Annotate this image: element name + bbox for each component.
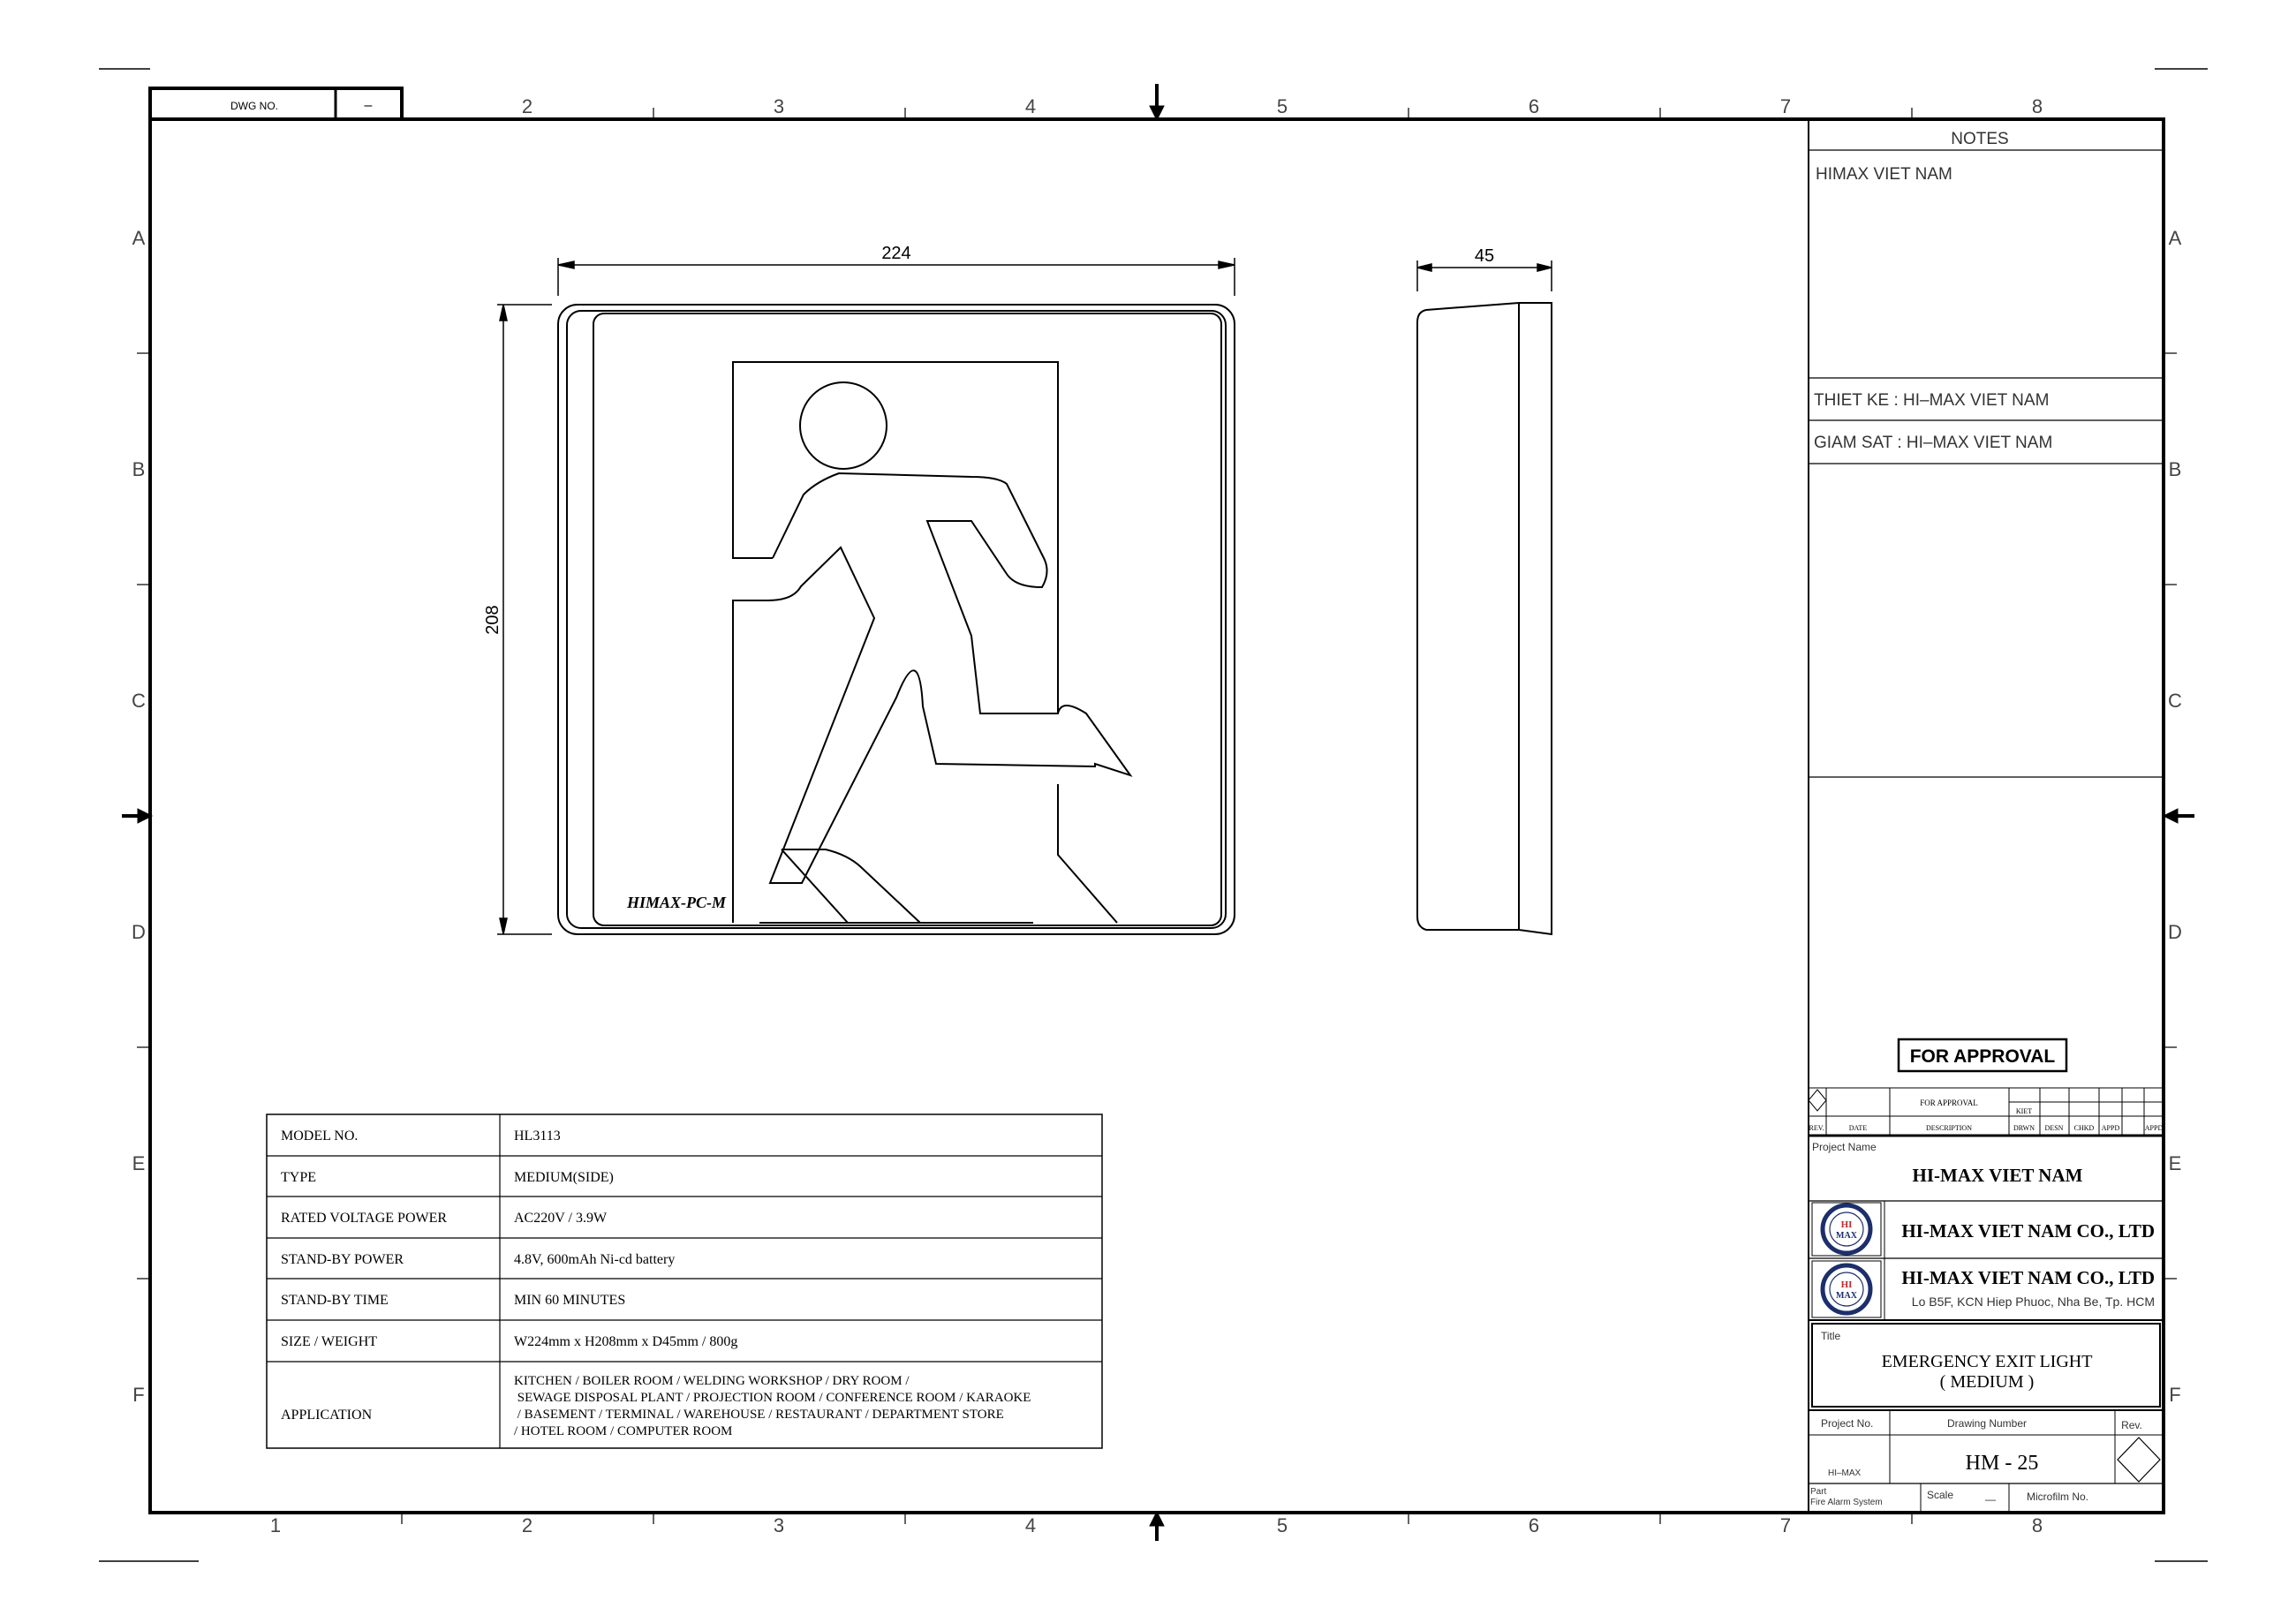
spec-value: AC220V / 3.9W: [514, 1211, 608, 1226]
part-value: Fire Alarm System: [1810, 1498, 1883, 1507]
grid-letter: C: [132, 690, 146, 712]
grid-numbers-top: [522, 95, 2043, 117]
model-marking: HIMAX-PC-M: [627, 894, 727, 911]
spec-label: SIZE / WEIGHT: [281, 1334, 378, 1349]
drawing-number-label: Drawing Number: [1946, 1417, 2028, 1430]
rev-header: REV.: [1809, 1124, 1824, 1132]
grid-number: 7: [1779, 95, 1792, 117]
spec-label: STAND-BY POWER: [281, 1252, 404, 1267]
title-label: Title: [1821, 1330, 1841, 1342]
grid-number: 3: [773, 1514, 785, 1536]
grid-number: 5: [1276, 95, 1288, 117]
grid-letter: E: [132, 1152, 146, 1174]
logo-text: HI: [1840, 1280, 1853, 1290]
depth-dim-label: 45: [1474, 246, 1495, 266]
height-dimension: [497, 305, 552, 934]
grid-letter: F: [132, 1384, 145, 1406]
project-no-label: Project No.: [1821, 1417, 1874, 1430]
application-line: / HOTEL ROOM / COMPUTER ROOM: [514, 1424, 733, 1438]
application-line: / BASEMENT / TERMINAL / WAREHOUSE / RESTAURANT / DEPARTMENT STORE: [514, 1408, 1004, 1422]
grid-letter: B: [132, 458, 146, 480]
logo-text: MAX: [1836, 1231, 1857, 1241]
spec-label: STAND-BY TIME: [281, 1293, 389, 1308]
rev-header: APPD: [2144, 1124, 2164, 1132]
designer-text: THIET KE : HI–MAX VIET NAM: [1814, 391, 2050, 410]
grid-number: 6: [1528, 95, 1540, 117]
grid-number: 4: [1024, 1514, 1037, 1536]
rev-diamond: [2118, 1438, 2160, 1482]
drawing-subtitle: ( MEDIUM ): [1939, 1372, 2035, 1392]
grid-number: 6: [1528, 1514, 1540, 1536]
logo-text: MAX: [1836, 1291, 1857, 1301]
grid-number: 3: [773, 95, 785, 117]
dwg-no-box: [150, 88, 402, 119]
logo-text: HI: [1840, 1219, 1853, 1230]
dwg-no-value: –: [364, 98, 373, 113]
grid-number: 5: [1276, 1514, 1288, 1536]
grid-number: 7: [1779, 1514, 1792, 1536]
spec-value: HL3113: [514, 1129, 561, 1144]
project-name: HI-MAX VIET NAM: [1912, 1165, 2083, 1186]
grid-number: 1: [269, 1514, 282, 1536]
sheet-corner-marks: [99, 69, 2208, 1561]
running-man-body: [768, 473, 1130, 883]
dwg-no-label: DWG NO.: [230, 100, 278, 112]
company-address: Lo B5F, KCN Hiep Phuoc, Nha Be, Tp. HCM: [1911, 1295, 2155, 1309]
spec-value: MIN 60 MINUTES: [514, 1293, 626, 1308]
side-view: [1417, 246, 1552, 934]
notes-header: NOTES: [1951, 130, 2009, 148]
front-view: [483, 244, 1235, 934]
scale-value: —: [1985, 1493, 1996, 1506]
spec-label: TYPE: [281, 1170, 316, 1185]
grid-letter: A: [132, 227, 146, 249]
rev-kiet-entry: KIET: [2015, 1107, 2033, 1115]
spec-table: [267, 1114, 1102, 1448]
exit-door-frame: [733, 362, 1117, 923]
grid-number: 4: [1024, 95, 1037, 117]
himax-logo: [1812, 1261, 1881, 1317]
approval-stamp: FOR APPROVAL: [1909, 1046, 2056, 1067]
height-dim-label: 208: [483, 605, 502, 635]
title-block-text: [1809, 130, 2164, 1507]
microfilm-label: Microfilm No.: [2027, 1491, 2089, 1503]
grid-letter: D: [132, 921, 146, 943]
rev-label: Rev.: [2121, 1419, 2142, 1431]
housing-face: [593, 313, 1221, 925]
grid-number: 2: [521, 95, 533, 117]
grid-letter: F: [2169, 1384, 2181, 1406]
supervisor-text: GIAM SAT : HI–MAX VIET NAM: [1814, 434, 2053, 452]
spec-value: W224mm x H208mm x D45mm / 800g: [514, 1334, 738, 1349]
grid-number: 8: [2031, 95, 2043, 117]
spec-label: MODEL NO.: [281, 1129, 359, 1144]
drawing-number: HM - 25: [1965, 1452, 2039, 1475]
part-label: Part: [1810, 1487, 1827, 1497]
width-dim-label: 224: [881, 244, 911, 263]
himax-logo: [1812, 1203, 1881, 1256]
company-name: HI-MAX VIET NAM CO., LTD: [1901, 1220, 2155, 1242]
notes-text: HIMAX VIET NAM: [1816, 165, 1952, 184]
grid-letter: C: [2168, 690, 2182, 712]
side-profile: [1417, 303, 1552, 934]
housing-rim: [567, 311, 1226, 928]
center-arrows: [122, 84, 2194, 1541]
grid-letter: D: [2168, 921, 2182, 943]
project-name-label: Project Name: [1812, 1141, 1877, 1153]
rev-header: CHKD: [2073, 1124, 2095, 1132]
running-man-head: [800, 382, 887, 469]
rev-header: DATE: [1848, 1124, 1868, 1132]
application-label: APPLICATION: [281, 1408, 373, 1423]
width-dimension: [558, 258, 1235, 296]
running-man-leg: [782, 849, 920, 923]
project-no: HI–MAX: [1828, 1468, 1862, 1478]
rev-description-entry: FOR APPROVAL: [1920, 1098, 1978, 1107]
grid-number: 2: [521, 1514, 533, 1536]
rev-header: DESCRIPTION: [1925, 1124, 1973, 1132]
spec-label: RATED VOLTAGE POWER: [281, 1211, 448, 1226]
grid-number: 8: [2031, 1514, 2043, 1536]
drawing-title: EMERGENCY EXIT LIGHT: [1881, 1352, 2093, 1371]
scale-label: Scale: [1927, 1489, 1954, 1501]
application-line: SEWAGE DISPOSAL PLANT / PROJECTION ROOM / CONFERENCE ROOM / KARAOKE: [514, 1391, 1031, 1405]
rev-header: DESN: [2044, 1124, 2064, 1132]
grid-ticks: [137, 108, 2177, 1524]
grid-letter: B: [2168, 458, 2182, 480]
rev-header: APPD: [2101, 1124, 2120, 1132]
spec-value: MEDIUM(SIDE): [514, 1170, 614, 1185]
grid-letter: E: [2168, 1152, 2182, 1174]
application-line: KITCHEN / BOILER ROOM / WELDING WORKSHOP / DRY ROOM /: [514, 1374, 910, 1388]
housing-outer: [558, 305, 1235, 934]
grid-letter: A: [2168, 227, 2182, 249]
spec-value: 4.8V, 600mAh Ni-cd battery: [514, 1252, 676, 1267]
rev-header: DRWN: [2013, 1124, 2035, 1132]
company-name: HI-MAX VIET NAM CO., LTD: [1901, 1267, 2155, 1288]
